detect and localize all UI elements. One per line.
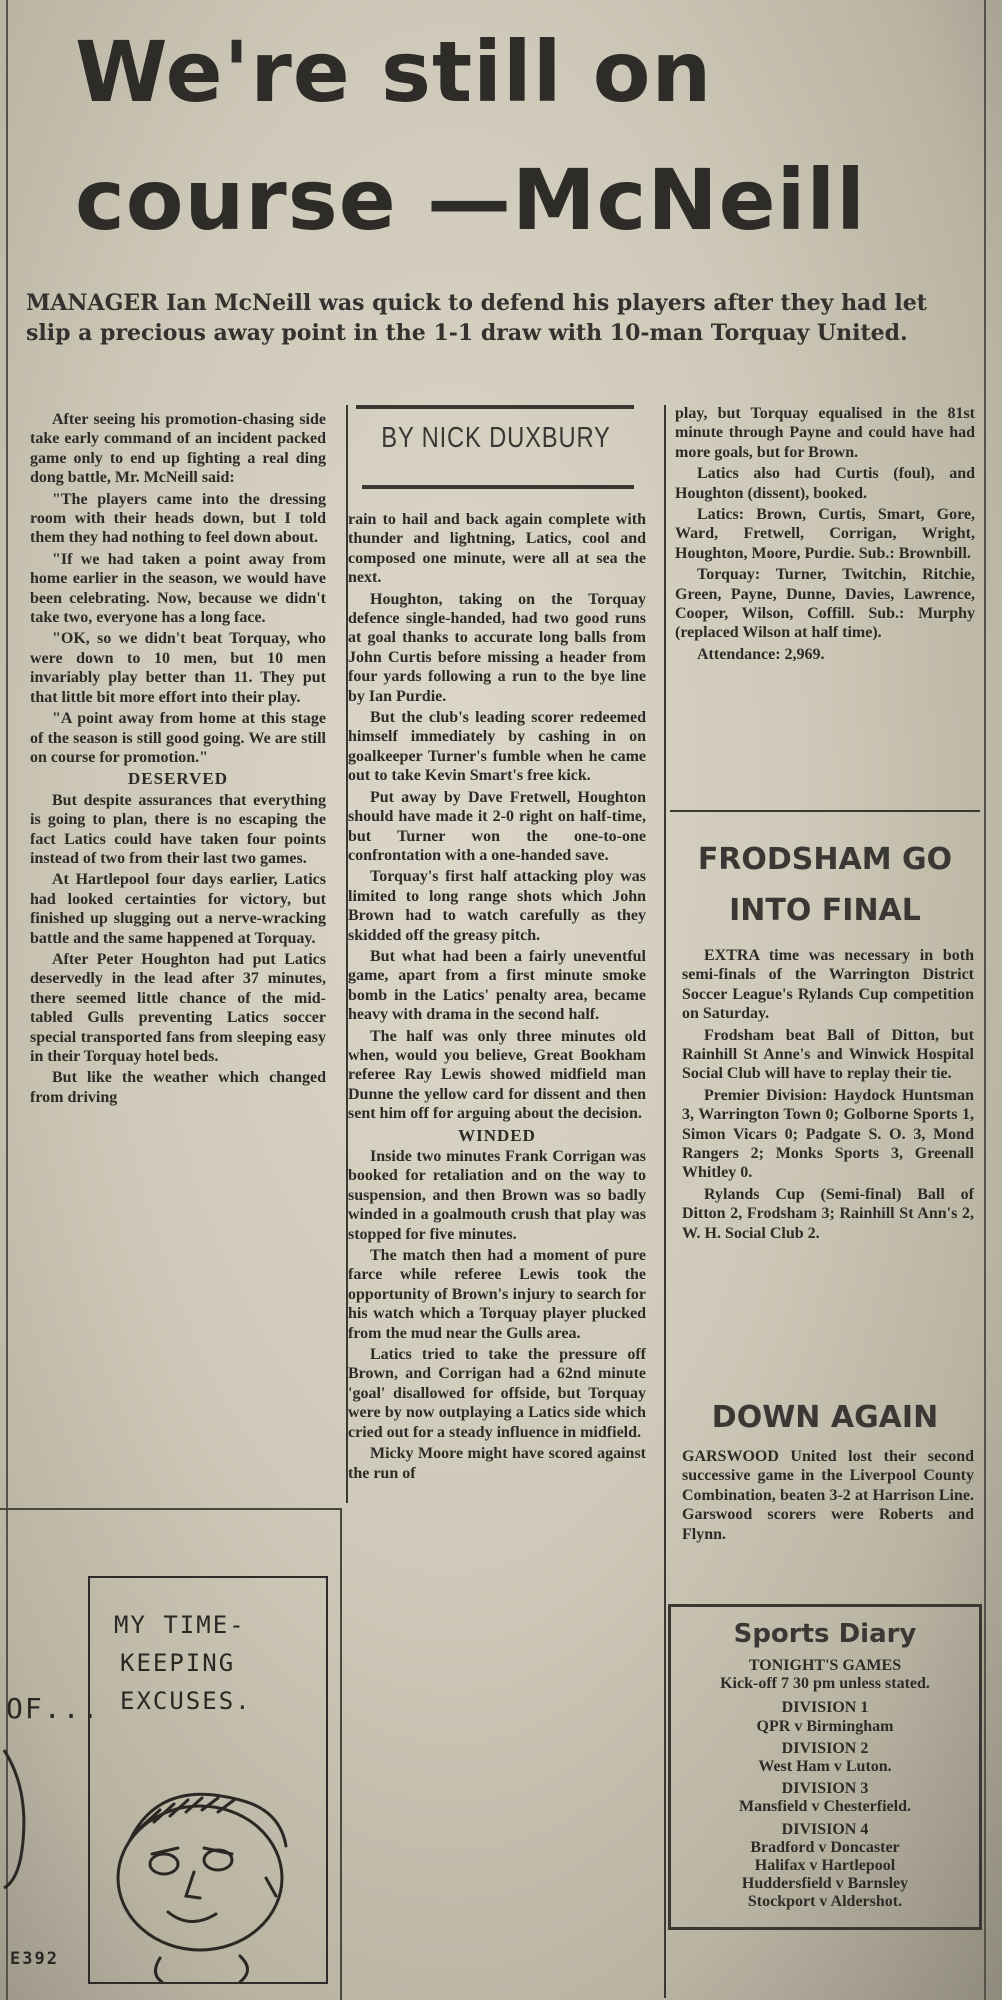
headline-line-2: course —McNeill: [75, 151, 866, 249]
paragraph: "If we had taken a point away from home earlier in the season, we would have been celebrating. Now, because we didn't take two, everyone has a long face.: [30, 550, 326, 627]
division-3-heading: DIVISION 3: [781, 1780, 869, 1798]
cartoon-right-rule: [340, 1508, 342, 2000]
paragraph: Premier Division: Haydock Huntsman 3, Warrington Town 0; Golborne Sports 1, Simon Vicars 0; Padgate S. O. 3, Mond Rangers 2; Monks Sports 3, Greenall Whitley 0.: [682, 1086, 974, 1182]
paragraph: EXTRA time was necessary in both semi-finals of the Warrington District Soccer League's Rylands Cup competition on Saturday.: [682, 947, 974, 1023]
paragraph: "A point away from home at this stage of the season is still good going. We are still on course for promotion.": [30, 710, 326, 766]
paragraph: Put away by Dave Fretwell, Houghton should have made it 2-0 right on half-time, but Turner won the one-to-one confrontation with a one-handed save.: [348, 788, 646, 864]
cartoon-face-drawing: [90, 1578, 326, 1982]
paragraph: At Hartlepool four days earlier, Latics had looked certainties for victory, but finished up slugging out a nerve-wracking battle and the same happened at Torquay.: [30, 871, 326, 947]
paragraph: The half was only three minutes old when, would you believe, Great Bookham referee Ray Lewis showed midfield man Dunne the yellow card for dissent and then sent him off for arguing about the decision.: [348, 1027, 646, 1123]
sports-diary-kickoff: Kick-off 7 30 pm unless stated.: [720, 1675, 930, 1693]
paragraph: rain to hail and back again complete with thunder and lightning, Latics, cool and composed one minute, were all at sea the next.: [348, 511, 646, 587]
paragraph: After Peter Houghton had put Latics deservedly in the lead after 37 minutes, there seemed little chance of the mid-tabled Gulls preventing Latics soccer special transported fans from sleeping easy in their Torquay hotel beds.: [30, 950, 326, 1065]
paragraph: Inside two minutes Frank Corrigan was booked for retaliation and on the way to suspension, and then Brown was so badly winded in a goalmouth crush that play was stopped for five minutes.: [348, 1148, 646, 1243]
paragraph: Houghton, taking on the Torquay defence single-handed, had two good runs at goal thanks to accurate long balls from John Curtis before missing a header from four yards following a run to the bye line by Ian Purdie.: [348, 590, 646, 705]
paragraph: GARSWOOD United lost their second successive game in the Liverpool County Combination, beaten 3-2 at Harrison Line. Garswood scorers were Roberts and Flynn.: [682, 1448, 974, 1543]
article-intro: MANAGER Ian McNeill was quick to defend his players after they had let slip a precious away point in the 1-1 draw with 10-man Torquay United.: [26, 290, 927, 346]
division-1-heading: DIVISION 1: [781, 1699, 869, 1717]
attendance: Attendance: 2,969.: [697, 645, 825, 663]
paragraph: Latics: Brown, Curtis, Smart, Gore, Ward, Fretwell, Corrigan, Wright, Houghton, Moore, Purdie. Sub.: Brownbill.: [675, 506, 975, 562]
paragraph: Micky Moore might have scored against the run of: [348, 1445, 646, 1482]
sports-diary-box: [668, 1604, 982, 1930]
paragraph: Latics tried to take the pressure off Brown, and Corrigan had a 62nd minute 'goal' disallowed for offside, but Torquay were by now outplaying a Latics side which cried out for a steady influence in midfield.: [348, 1346, 646, 1441]
right-column-rule: [984, 0, 986, 2000]
fixture: West Ham v Luton.: [758, 1758, 892, 1776]
paragraph: But like the weather which changed from driving: [30, 1069, 326, 1106]
cartoon-panel: [88, 1576, 328, 1984]
fixture: Halifax v Hartlepool: [754, 1857, 896, 1875]
fixture: QPR v Birmingham: [756, 1717, 894, 1735]
subhead-winded: WINDED: [458, 1125, 536, 1145]
paragraph: Rylands Cup (Semi-final) Ball of Ditton 2, Frodsham 3; Rainhill St Ann's 2, W. H. Social Club 2.: [682, 1185, 974, 1242]
down-again-body: [682, 1447, 974, 1544]
paragraph: Torquay's first half attacking ploy was limited to long range shots which John Brown had to watch carefully as they skidded off the greasy pitch.: [348, 868, 646, 944]
fixture: Huddersfield v Barnsley: [741, 1875, 909, 1893]
sports-diary-title: Sports Diary: [733, 1619, 917, 1649]
article-column-3: [675, 404, 975, 794]
speech-line-1: MY TIME-: [114, 1611, 246, 1639]
cartoon-divider: [0, 1508, 340, 1510]
paragraph: "OK, so we didn't beat Torquay, who were down to 10 men, but 10 men invariably play better than 11. They put that little bit more effort into their play.: [30, 630, 326, 706]
division-2-heading: DIVISION 2: [781, 1739, 869, 1757]
fixture: Bradford v Doncaster: [750, 1838, 900, 1856]
paragraph: Frodsham beat Ball of Ditton, but Rainhill St Anne's and Winwick Hospital Social Club will have to replay their tie.: [682, 1026, 974, 1083]
speech-line-3: EXCUSES.: [120, 1687, 252, 1715]
headline-line-1: We're still on: [75, 23, 713, 121]
fixture: Mansfield v Chesterfield.: [739, 1798, 911, 1816]
paragraph: "The players came into the dressing room with their heads down, but I told them they had nothing to feel down about.: [30, 490, 326, 547]
division-4-heading: DIVISION 4: [781, 1820, 869, 1838]
paragraph: Latics also had Curtis (foul), and Houghton (dissent), booked.: [675, 465, 975, 502]
down-again-story: [670, 1380, 980, 1570]
frodsham-body: [682, 946, 974, 1243]
article-column-1: [30, 410, 326, 1490]
paragraph: The match then had a moment of pure farce while referee Lewis took the opportunity of Brown's injury to search for his watch which a Torquay player plucked from the mud near the Gulls area.: [348, 1247, 646, 1342]
article-column-2: [348, 510, 646, 1990]
speech-line-2: KEEPING: [120, 1649, 236, 1677]
frodsham-headline-line-1: FRODSHAM GO: [697, 842, 953, 877]
cartoon-code: E392: [10, 1949, 59, 1969]
column-rule-2: [664, 405, 666, 1998]
sports-diary-subtitle: TONIGHT'S GAMES: [748, 1657, 902, 1674]
byline: BY NICK DUXBURY: [381, 422, 611, 454]
fixture: Stockport v Aldershot.: [747, 1893, 903, 1911]
frodsham-headline-line-2: INTO FINAL: [729, 893, 921, 928]
paragraph: But despite assurances that everything is going to plan, there is no escaping the fact Latics could have taken four points instead of two from their last two games.: [30, 791, 326, 867]
subhead-deserved: DESERVED: [128, 769, 228, 789]
paragraph: But what had been a fairly uneventful game, apart from a first minute smoke bomb in the Latics' penalty area, became heavy with drama in the second half.: [348, 947, 646, 1024]
down-again-headline: DOWN AGAIN: [711, 1400, 939, 1435]
paragraph: But the club's leading scorer redeemed himself immediately by cashing in on goalkeeper Turner's fumble when he came out to take Kevin Smart's free kick.: [348, 709, 646, 785]
frodsham-story: [670, 810, 980, 1377]
adjacent-cartoon-fragment: [0, 1730, 40, 1890]
byline-rule-bottom: [362, 485, 634, 489]
cartoon-caption-left: OF...: [6, 1692, 101, 1725]
byline-rule-top: [356, 405, 634, 409]
paragraph: Torquay: Turner, Twitchin, Ritchie, Green, Payne, Dunne, Davies, Lawrence, Cooper, Wilson, Coffill. Sub.: Murphy (replaced Wilson at half time).: [675, 566, 975, 642]
paragraph: play, but Torquay equalised in the 81st minute through Payne and could have had more goals, but for Brown.: [675, 405, 975, 461]
paragraph: After seeing his promotion-chasing side take early command of an incident packed game only to end up fighting a real ding dong battle, Mr. McNeill said:: [30, 411, 326, 487]
